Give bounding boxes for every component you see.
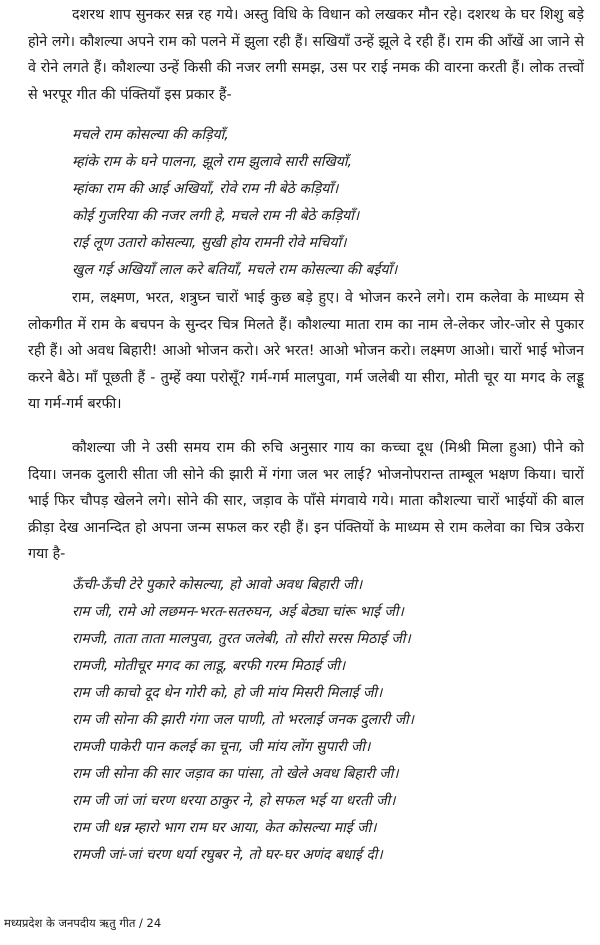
verse-line: म्हांके राम के घने पालना, झूले राम झुलावे सारी सखियाँ, (72, 154, 352, 170)
verse-line: राम जी सोना की झारी गंगा जल पाणी, तो भरलाई जनक दुलारी जी। (72, 712, 414, 728)
verse-line: रामजी, ताता ताता मालपुवा, तुरत जलेबी, तो सीरो सरस मिठाई जी। (72, 631, 411, 647)
verse-line: राम जी सोना की सार जड़ाव का पांसा, तो खेले अवध बिहारी जी। (72, 766, 399, 782)
page-footer: मध्यप्रदेश के जनपदीय ऋतु गीत / 24 (4, 916, 162, 930)
verse-line: ऊँची-ऊँची टेरे पुकारे कोसल्या, हो आवो अवध बिहारी जी। (72, 577, 363, 593)
verse-line: राम जी जां जां चरण धरया ठाकुर ने, हो सफल भई या धरती जी। (72, 793, 396, 809)
paragraph-1: दशरथ शाप सुनकर सन्न रह गये। अस्तु विधि के विधान को लखकर मौन रहे। दशरथ के घर शिशु बड़े होने लगे। कौशल्या अपने राम को पलने में झुला रही हैं। सखियाँ उन्हें झूले दे रही हैं। राम की आँखें आ जाने से वे रोने लगते हैं। कौशल्या उन्हें किसी की नजर लगी समझ, उस पर राई नमक की वारना करती हैं। लोक तत्त्वों से भरपूर गीत की पंक्तियाँ इस प्रकार हैं- (28, 7, 584, 103)
verse-line: म्हांका राम की आई अखियाँ, रोवे राम नी बेठे कड़ियाँ। (72, 181, 339, 197)
verse-line: राम जी काचो दूद धेन गोरी को, हो जी मांय मिसरी मिलाई जी। (72, 685, 383, 701)
verse-line: कोई गुजरिया की नजर लगी हे, मचले राम नी बेठे कड़ियाँ। (72, 208, 360, 224)
verse-line: राम जी धन्न म्हारो भाग राम घर आया, केत कोसल्या माई जी। (72, 820, 377, 836)
verse-line: राम जी, रामे ओ लछमन-भरत-सतरुघन, अई बेठ्या चांरू भाई जी। (72, 604, 404, 620)
verse-block-1 (72, 122, 572, 284)
verse-block-2 (72, 572, 572, 869)
verse-line: रामजी जां-जां चरण धर्या रघुबर ने, तो घर-घर अणंद बधाई दी। (72, 847, 383, 863)
verse-line: मचले राम कोसल्या की कड़ियाँ, (72, 127, 229, 143)
paragraph-3: कौशल्या जी ने उसी समय राम की रुचि अनुसार गाय का कच्चा दूध (मिश्री मिला हुआ) पीने को दिया। जनक दुलारी सीता जी सोने की झारी में गंगा जल भर लाई? भोजनोपरान्त ताम्बूल भक्षण किया। चारों भाई फिर चौपड़ खेलने लगे। सोने की सार, जड़ाव के पाँसे मंगवाये गये। माता कौशल्या चारों भाईयों की बाल क्रीड़ा देख आनन्दित हो अपना जन्म सफल कर रही हैं। इन पंक्तियों के माध्यम से राम कलेवा का चित्र उकेरा गया है- (28, 440, 584, 562)
verse-line: रामजी पाकेरी पान कलई का चूना, जी मांय लोंग सुपारी जी। (72, 739, 371, 755)
verse-line: खुल गई अखियाँ लाल करे बतियाँ, मचले राम कोसल्या की बईयाँ। (72, 262, 398, 278)
verse-line: रामजी, मोतीचूर मगद का लाडू, बरफी गरम मिठाई जी। (72, 658, 346, 674)
verse-line: राई लूण उतारो कोसल्या, सुखी होय रामनी रोवे मचियाँ। (72, 235, 347, 251)
paragraph-2: राम, लक्ष्मण, भरत, शत्रुघ्न चारों भाई कुछ बड़े हुए। वे भोजन करने लगे। राम कलेवा के माध्यम से लोकगीत में राम के बचपन के सुन्दर चित्र मिलते हैं। कौशल्या माता राम का नाम ले-लेकर जोर-जोर से पुकार रही हैं। ओ अवध बिहारी! आओ भोजन करो। अरे भरत! आओ भोजन करो। लक्ष्मण आओ। चारों भाई भोजन करने बैठे। माँ पूछती हैं - तुम्हें क्या परोसूँ? गर्म-गर्म मालपुवा, गर्म जलेबी या सीरा, मोती चूर या मगद के लड्डू या गर्म-गर्म बरफी। (28, 290, 584, 412)
